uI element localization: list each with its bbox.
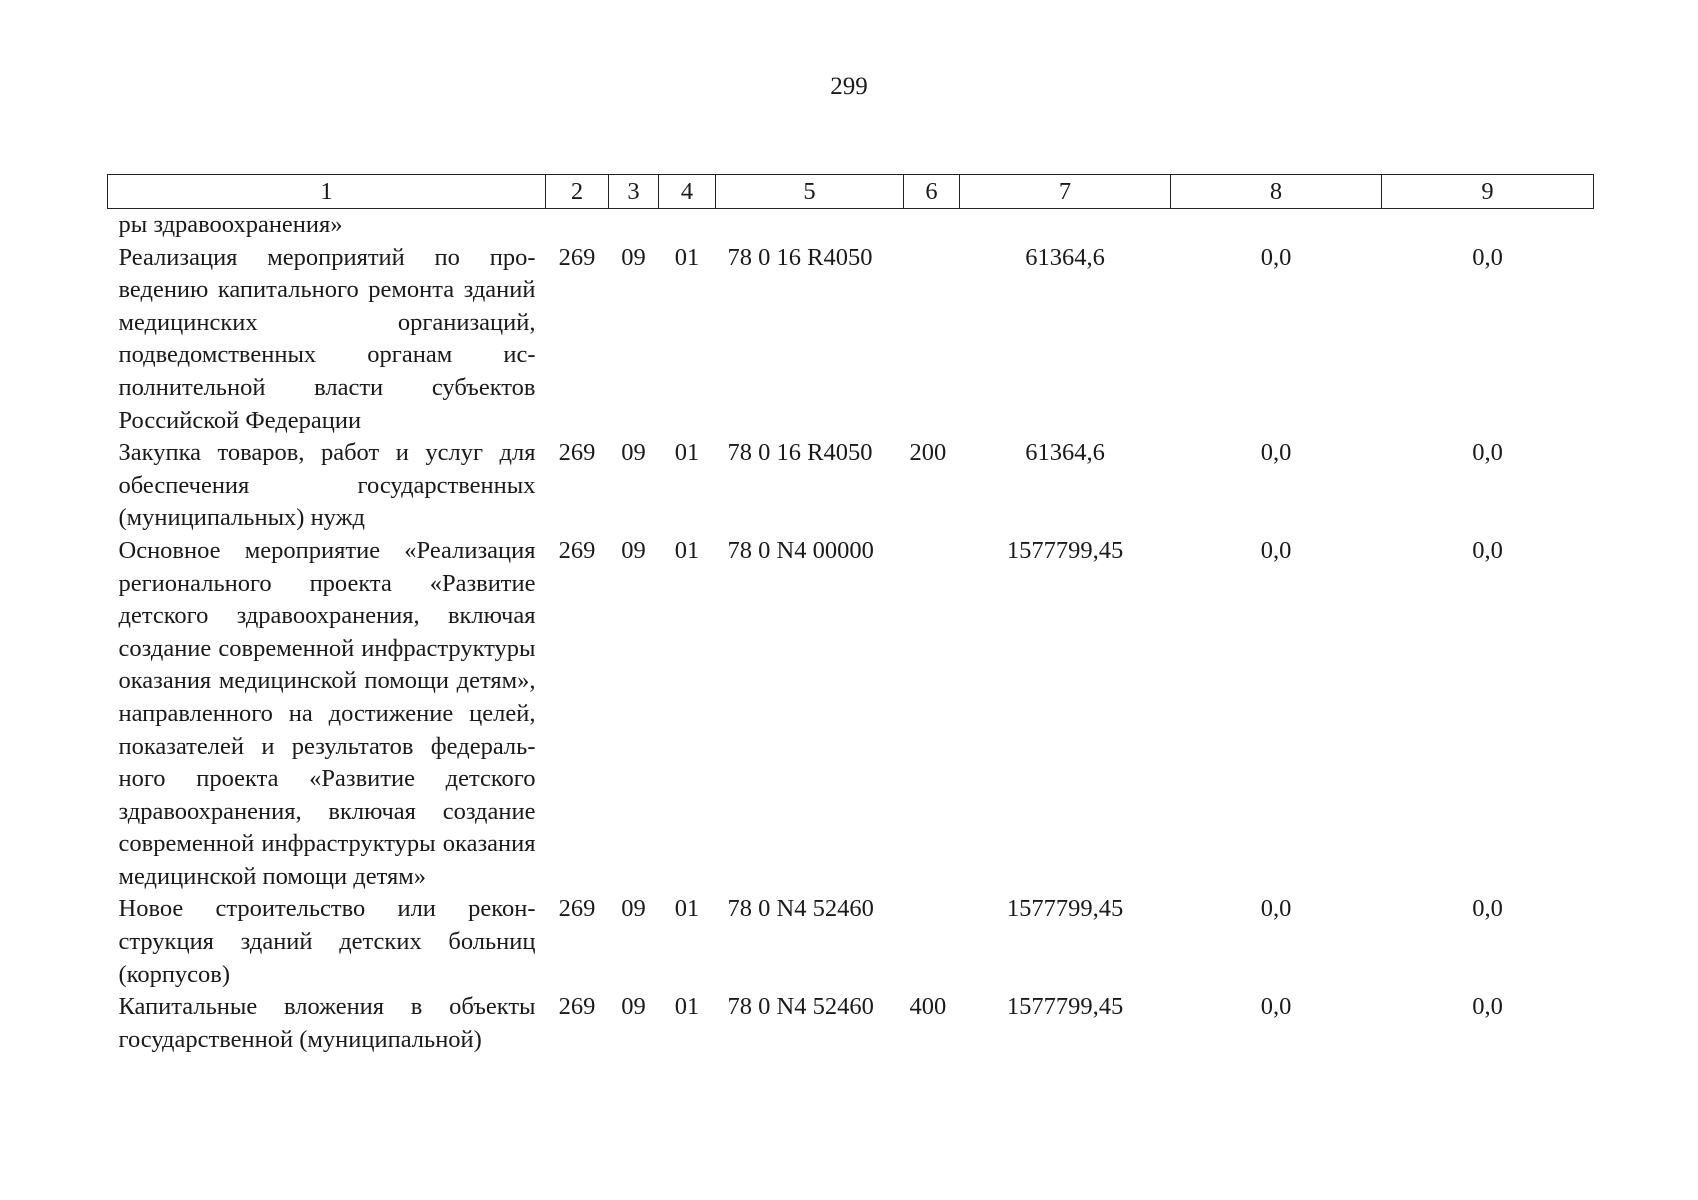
csr-cell: 78 0 N4 52460 bbox=[727, 993, 874, 1021]
csr-cell bbox=[716, 209, 904, 242]
page-number: 299 bbox=[830, 73, 868, 100]
amount-col9-cell: 0,0 bbox=[1472, 536, 1503, 564]
amount-col8-cell bbox=[1171, 209, 1382, 242]
gr-cell: 269 bbox=[558, 536, 596, 564]
rz-cell: 09 bbox=[621, 536, 646, 564]
column-header-2: 2 bbox=[546, 175, 609, 209]
row-name-cell: ры здравоохранения» bbox=[118, 211, 343, 238]
pr-cell: 01 bbox=[674, 993, 700, 1021]
vr-cell: 200 bbox=[909, 439, 947, 467]
amount-col8-cell: 0,0 bbox=[1260, 439, 1292, 467]
pr-cell: 01 bbox=[674, 536, 700, 564]
pr-cell: 01 bbox=[674, 243, 700, 271]
amount-col7-cell: 1577799,45 bbox=[1006, 536, 1124, 564]
row-name-cell: Основное мероприятие «Реализация регионального проекта «Развитие детского здравоохранения, включая создание современной инфраструктуры оказания медицинской помощи детям», направленного на достижение целей, показателей и результатов федерального проекта «Развитие детского здравоохранения, включая создание современной инфраструктуры оказания медицинской помощи детям» bbox=[118, 536, 536, 890]
csr-cell: 78 0 N4 00000 bbox=[727, 536, 874, 564]
amount-col9-cell bbox=[1382, 209, 1594, 242]
amount-col9-cell: 0,0 bbox=[1472, 243, 1503, 271]
column-header-4: 4 bbox=[659, 175, 716, 209]
pr-cell bbox=[659, 209, 716, 242]
column-header-5: 5 bbox=[716, 175, 904, 209]
csr-cell: 78 0 16 R4050 bbox=[727, 439, 873, 467]
gr-cell bbox=[546, 209, 609, 242]
pr-cell: 01 bbox=[674, 895, 700, 923]
budget-table bbox=[107, 174, 1594, 1056]
amount-col7-cell: 1577799,45 bbox=[1006, 993, 1124, 1021]
gr-cell: 269 bbox=[558, 243, 596, 271]
amount-col9-cell: 0,0 bbox=[1472, 895, 1503, 923]
gr-cell: 269 bbox=[558, 895, 596, 923]
table-row bbox=[108, 209, 1594, 242]
amount-col7-cell: 1577799,45 bbox=[1006, 895, 1124, 923]
amount-col8-cell: 0,0 bbox=[1260, 243, 1292, 271]
rz-cell: 09 bbox=[621, 243, 646, 271]
amount-col8-cell: 0,0 bbox=[1260, 895, 1292, 923]
gr-cell: 269 bbox=[558, 993, 596, 1021]
rz-cell bbox=[609, 209, 659, 242]
csr-cell: 78 0 N4 52460 bbox=[727, 895, 874, 923]
column-header-7: 7 bbox=[960, 175, 1171, 209]
row-name-cell: Новое строительство или реконструкция зданий детских больниц (корпусов) bbox=[118, 895, 536, 988]
amount-col8-cell: 0,0 bbox=[1260, 993, 1292, 1021]
table-header bbox=[108, 175, 1594, 209]
rz-cell: 09 bbox=[621, 993, 646, 1021]
vr-cell bbox=[904, 893, 960, 991]
gr-cell: 269 bbox=[558, 439, 596, 467]
column-header-1: 1 bbox=[108, 175, 546, 209]
table-row bbox=[108, 535, 1594, 894]
header-row bbox=[108, 175, 1594, 209]
amount-col7-cell: 61364,6 bbox=[1025, 439, 1105, 467]
vr-cell bbox=[904, 242, 960, 438]
table-row bbox=[108, 991, 1594, 1056]
row-name-cell: Закупка товаров, работ и услуг для обеспечения государственных (муниципальных) нужд bbox=[118, 439, 536, 532]
rz-cell: 09 bbox=[621, 895, 646, 923]
vr-cell bbox=[904, 209, 960, 242]
table-row bbox=[108, 437, 1594, 535]
vr-cell: 400 bbox=[909, 993, 947, 1021]
amount-col9-cell: 0,0 bbox=[1472, 439, 1503, 467]
column-header-3: 3 bbox=[609, 175, 659, 209]
column-header-9: 9 bbox=[1382, 175, 1594, 209]
amount-col9-cell: 0,0 bbox=[1472, 993, 1503, 1021]
vr-cell bbox=[904, 535, 960, 894]
row-name-cell: Капитальные вложения в объекты государственной (муниципальной) bbox=[118, 993, 536, 1053]
column-header-8: 8 bbox=[1171, 175, 1382, 209]
amount-col7-cell: 61364,6 bbox=[1025, 243, 1105, 271]
amount-col8-cell: 0,0 bbox=[1260, 536, 1292, 564]
column-header-6: 6 bbox=[904, 175, 960, 209]
table-row bbox=[108, 242, 1594, 438]
table-row bbox=[108, 893, 1594, 991]
rz-cell: 09 bbox=[621, 439, 646, 467]
pr-cell: 01 bbox=[674, 439, 700, 467]
row-name-cell: Реализация мероприятий по проведению капитального ремонта зданий медицинских организаций, подведомственных органам исполнительной власти субъектов Российской Федерации bbox=[118, 243, 536, 434]
csr-cell: 78 0 16 R4050 bbox=[727, 243, 873, 271]
amount-col7-cell bbox=[960, 209, 1171, 242]
table-body bbox=[108, 209, 1594, 1057]
